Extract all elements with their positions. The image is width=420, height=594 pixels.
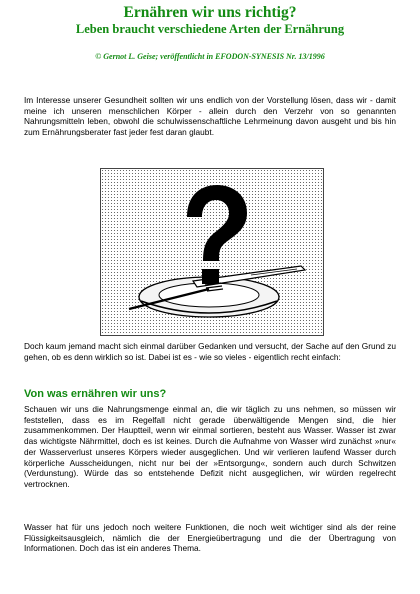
paragraph-transition: Doch kaum jemand macht sich einmal darüber Gedanken und versucht, der Sache auf den Grund zu gehen, ob es denn wirklich so ist. Dabei ist es - wie so vieles - eigentlich recht einfach: — [24, 341, 396, 362]
question-mark-plate-icon — [101, 169, 323, 335]
paragraph-intro: Im Interesse unserer Gesundheit sollten wir uns endlich von der Vorstellung lösen, dass wir - damit meine ich unseren menschlichen Körper - allein durch den Verzehr von so genannten Nahrungsmitteln leben, obwohl die schulwissenschaftliche Lehrmeinung davon ausgeht und bis hin zum Ernährungsberater fast jeder fest daran glaubt. — [24, 95, 396, 138]
article-title: Ernähren wir uns richtig? — [123, 4, 297, 21]
section-heading: Von was ernähren wir uns? — [24, 388, 167, 400]
question-mark-plate-illustration — [100, 168, 324, 336]
paragraph-water: Schauen wir uns die Nahrungsmenge einmal an, die wir täglich zu uns nehmen, so müssen wir feststellen, dass es im Regelfall nicht gerade überwältigende Mengen sind, die hier zusammenkommen. Der Hauptteil, wenn wir einmal sortieren, besteht aus Wasser. Wasser ist zwar das wichtigste Nährmittel, doch es ist keines. Durch die Aufnahme von Wasser wird zunächst »nur« der Wasserverlust unseres Körpers wieder ausgeglichen. Und wir verlieren laufend Wasser durch körperliche Ausscheidungen, nicht nur bei der »Entsorgung«, sondern auch durch Schwitzen (Verdunstung). Würde das so entstehende Defizit nicht ausgeglichen, wir würden regelrecht vertrocknen. — [24, 404, 396, 489]
article-byline: © Gernot L. Geise; veröffentlicht in EFODON-SYNESIS Nr. 13/1996 — [95, 52, 325, 61]
paragraph-water-functions: Wasser hat für uns jedoch noch weitere Funktionen, die noch weit wichtiger sind als der reine Flüssigkeitsausgleich, nämlich die der Energieübertragung und die der Übertragung von Informationen. Doch das ist ein anderes Thema. — [24, 522, 396, 554]
article-subtitle: Leben braucht verschiedene Arten der Ernährung — [75, 22, 345, 36]
